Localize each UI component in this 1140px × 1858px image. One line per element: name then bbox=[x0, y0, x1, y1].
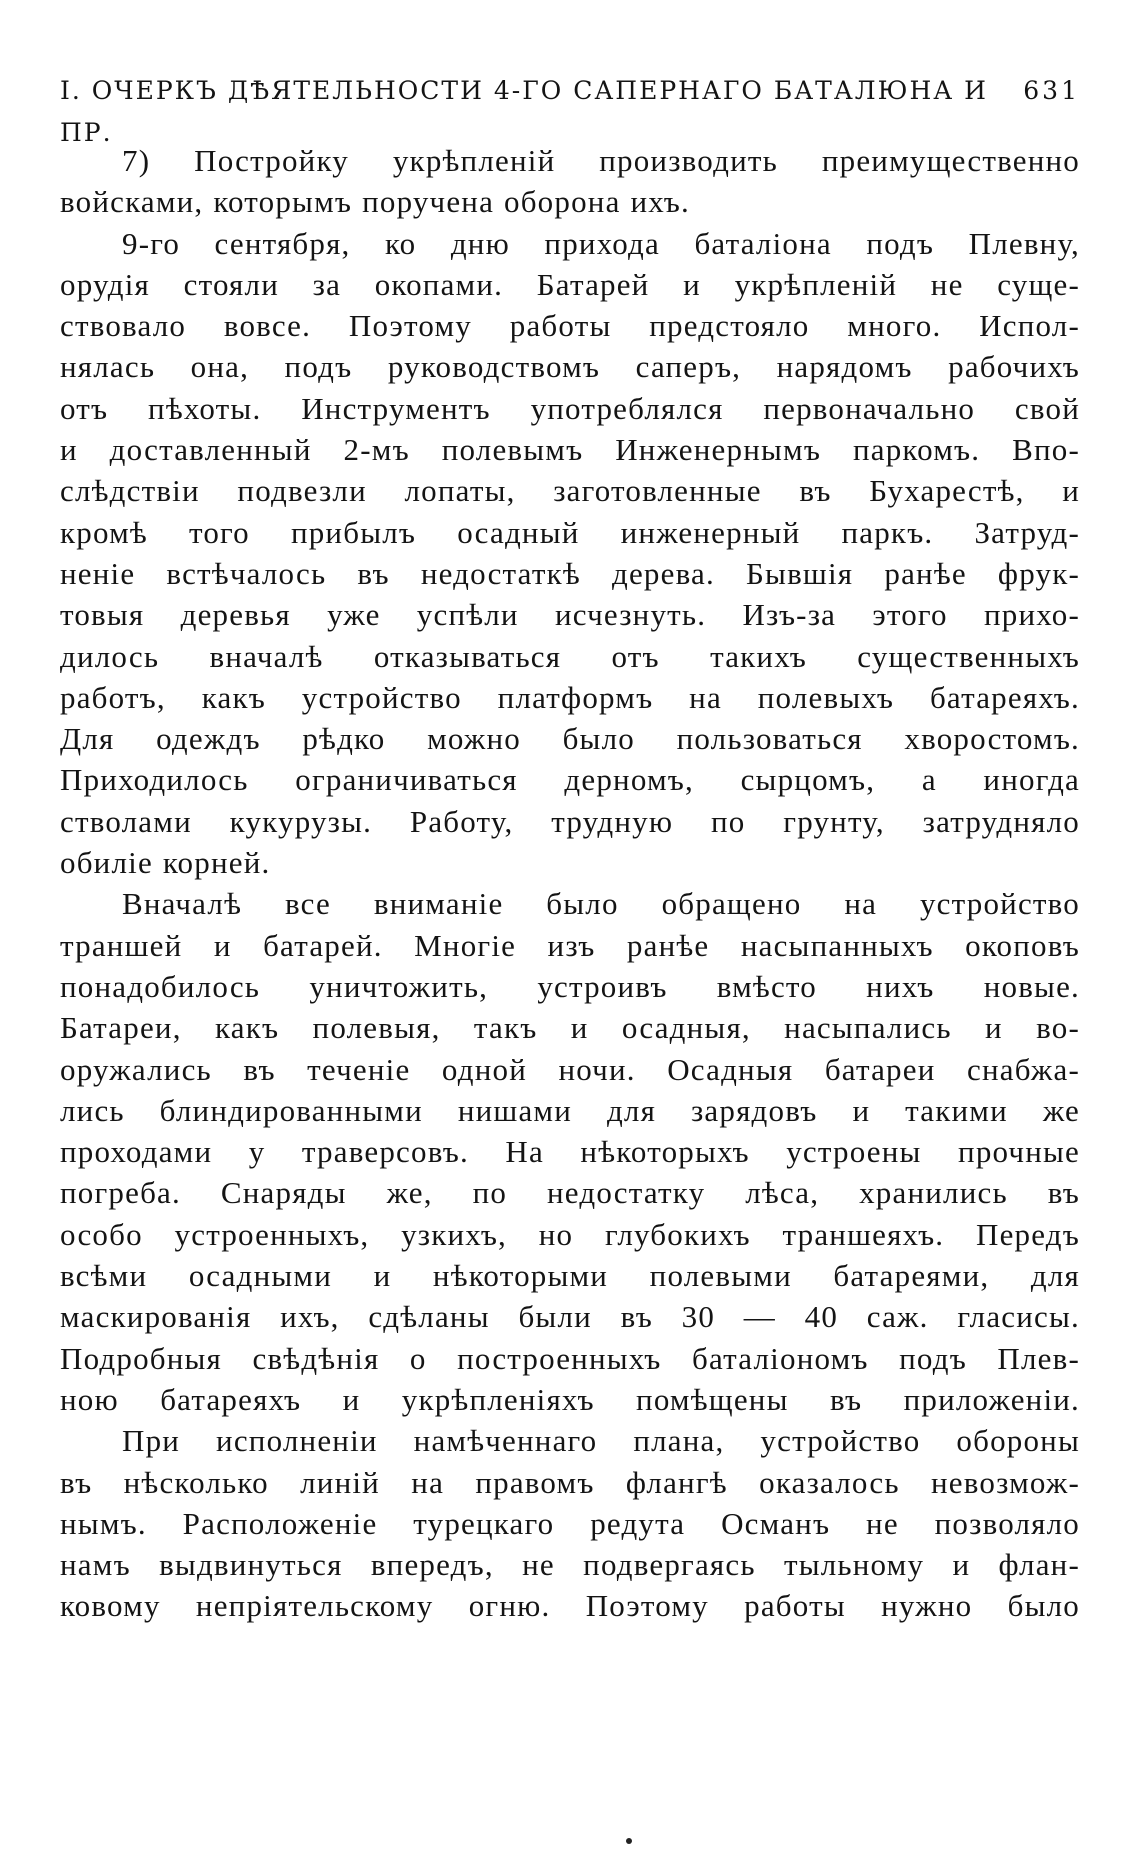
body-text bbox=[60, 140, 1080, 1627]
text-line: оружались въ теченіе одной ночи. Осадныя батареи снабжа- bbox=[60, 1051, 1080, 1087]
text-line: работъ, какъ устройство платформъ на полевыхъ батареяхъ. bbox=[60, 679, 1080, 715]
paragraph-2 bbox=[60, 223, 1080, 884]
text-line: кромѣ того прибылъ осадный инженерный паркъ. Затруд- bbox=[60, 514, 1080, 550]
running-head-title: I. ОЧЕРКЪ ДѢЯТЕЛЬНОСТИ 4-ГО САПЕРНАГО БАТАЛЮНА И ПР. bbox=[60, 76, 988, 147]
text-line: При исполненіи намѣченнаго плана, устройство обороны bbox=[122, 1423, 1080, 1459]
running-head bbox=[60, 70, 1080, 147]
paragraph-3 bbox=[60, 883, 1080, 1420]
paragraph-1 bbox=[60, 140, 1080, 223]
text-line: орудія стояли за окопами. Батарей и укрѣпленій не суще- bbox=[60, 266, 1080, 302]
text-line: Приходилось ограничиваться дерномъ, сырцомъ, а иногда bbox=[60, 762, 1080, 798]
page-number: 631 bbox=[1023, 76, 1080, 105]
text-line: всѣми осадными и нѣкоторыми полевыми батареями, для bbox=[60, 1258, 1080, 1294]
text-line: Для одеждъ рѣдко можно было пользоваться хворостомъ. bbox=[60, 721, 1080, 757]
text-line: стволами кукурузы. Работу, трудную по грунту, затрудняло bbox=[60, 803, 1080, 839]
text-line: нялась она, подъ руководствомъ саперъ, нарядомъ рабочихъ bbox=[60, 349, 1080, 385]
book-page bbox=[60, 70, 1080, 1627]
text-line: проходами у траверсовъ. На нѣкоторыхъ устроены прочные bbox=[60, 1134, 1080, 1170]
text-line: понадобилось уничтожить, устроивъ вмѣсто нихъ новые. bbox=[60, 968, 1080, 1004]
text-line: слѣдствіи подвезли лопаты, заготовленные въ Бухарестѣ, и bbox=[60, 473, 1080, 509]
text-line: погреба. Снаряды же, по недостатку лѣса, хранились въ bbox=[60, 1175, 1080, 1211]
text-line: въ нѣсколько линій на правомъ флангѣ оказалось невозмож- bbox=[60, 1464, 1080, 1500]
text-line: 9-го сентября, ко дню прихода баталіона подъ Плевну, bbox=[122, 225, 1080, 261]
text-line: отъ пѣхоты. Инструментъ употреблялся первоначально свой bbox=[60, 390, 1080, 426]
text-line: Вначалѣ все вниманіе было обращено на устройство bbox=[122, 886, 1080, 922]
text-line: Подробныя свѣдѣнія о построенныхъ баталіономъ подъ Плев- bbox=[60, 1340, 1080, 1376]
text-line: особо устроенныхъ, узкихъ, но глубокихъ траншеяхъ. Передъ bbox=[60, 1216, 1080, 1252]
text-line: нымъ. Расположеніе турецкаго редута Османъ не позволяло bbox=[60, 1505, 1080, 1541]
text-line: лись блиндированными нишами для зарядовъ и такими же bbox=[60, 1092, 1080, 1128]
text-line: неніе встѣчалось въ недостаткѣ дерева. Бывшія ранѣе фрук- bbox=[60, 555, 1080, 591]
text-line: ною батареяхъ и укрѣпленіяхъ помѣщены въ приложеніи. bbox=[60, 1381, 1080, 1417]
text-line: дилось вначалѣ отказываться отъ такихъ существенныхъ bbox=[60, 638, 1080, 674]
text-line: товыя деревья уже успѣли исчезнуть. Изъ-за этого прихо- bbox=[60, 597, 1080, 633]
text-line: и доставленный 2-мъ полевымъ Инженернымъ паркомъ. Впо- bbox=[60, 432, 1080, 468]
text-line: 7) Постройку укрѣпленій производить преимущественно bbox=[122, 143, 1080, 178]
text-line: ствовало вовсе. Поэтому работы предстояло много. Испол- bbox=[60, 308, 1080, 344]
print-speck bbox=[626, 1838, 632, 1844]
text-line: обиліе корней. bbox=[60, 845, 271, 881]
text-line: маскированія ихъ, сдѣланы были въ 30 — 40 саж. гласисы. bbox=[60, 1299, 1080, 1335]
text-line: войсками, которымъ поручена оборона ихъ. bbox=[60, 184, 690, 220]
text-line: траншей и батарей. Многіе изъ ранѣе насыпанныхъ окоповъ bbox=[60, 927, 1080, 963]
text-line: намъ выдвинуться впередъ, не подвергаясь тыльному и флан- bbox=[60, 1547, 1080, 1583]
paragraph-4 bbox=[60, 1420, 1080, 1626]
text-line: ковому непріятельскому огню. Поэтому работы нужно было bbox=[60, 1588, 1080, 1624]
text-line: Батареи, какъ полевыя, такъ и осадныя, насыпались и во- bbox=[60, 1010, 1080, 1046]
